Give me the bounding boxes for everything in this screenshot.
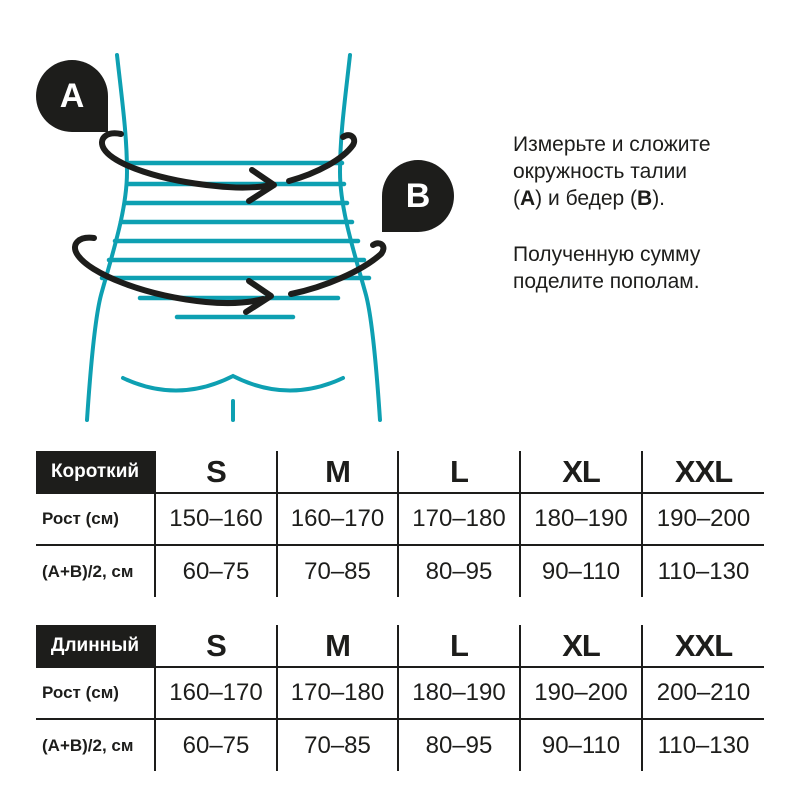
girth-range-cell: 70–85 — [277, 545, 398, 597]
row-label: (A+B)/2, см — [42, 735, 134, 755]
variant-badge-long: Длинный — [36, 625, 154, 666]
waist-marker-badge — [36, 60, 108, 132]
size-col-header: XL — [520, 625, 642, 667]
girth-range-cell: 90–110 — [520, 545, 642, 597]
waist-letter-ref: A — [520, 187, 536, 210]
hip-marker-label: B — [405, 176, 431, 215]
height-range-cell: 160–170 — [277, 493, 398, 545]
size-table-long — [36, 625, 764, 771]
size-col-header: M — [277, 625, 398, 667]
girth-range-cell: 110–130 — [642, 545, 764, 597]
table-row — [36, 719, 764, 771]
row-label: Рост (см) — [36, 493, 155, 545]
height-range-cell: 180–190 — [398, 667, 520, 719]
height-range-cell: 180–190 — [520, 493, 642, 545]
size-col-header: XL — [520, 451, 642, 493]
table-header-row — [36, 625, 764, 667]
girth-range-cell: 80–95 — [398, 545, 520, 597]
height-range-cell: 190–200 — [642, 493, 764, 545]
girth-range-cell: 70–85 — [277, 719, 398, 771]
size-col-header: M — [277, 451, 398, 493]
height-range-cell: 160–170 — [155, 667, 277, 719]
height-range-cell: 170–180 — [398, 493, 520, 545]
girth-range-cell: 90–110 — [520, 719, 642, 771]
row-label: (A+B)/2, см — [42, 561, 134, 581]
size-col-header: XXL — [642, 625, 764, 667]
hip-measure-arrow — [75, 238, 383, 312]
girth-range-cell: 80–95 — [398, 719, 520, 771]
girth-range-cell: 60–75 — [155, 545, 277, 597]
row-label: Рост (см) — [36, 667, 155, 719]
height-range-cell: 200–210 — [642, 667, 764, 719]
height-range-cell: 190–200 — [520, 667, 642, 719]
girth-range-cell: 60–75 — [155, 719, 277, 771]
table-row — [36, 667, 764, 719]
instruction-line: поделите пополам. — [513, 270, 700, 293]
instruction-line: Измерьте и сложите — [513, 133, 711, 156]
size-col-header: L — [398, 451, 520, 493]
torso-outline — [87, 55, 380, 420]
instruction-paragraph-2 — [513, 241, 773, 295]
waist-measure-arrow — [102, 133, 354, 201]
instruction-line: окружность талии — [513, 160, 688, 183]
height-range-cell: 170–180 — [277, 667, 398, 719]
size-col-header: S — [155, 625, 277, 667]
size-table-short — [36, 451, 764, 597]
instruction-line: Полученную сумму — [513, 243, 701, 266]
buttocks-line — [123, 376, 343, 420]
instruction-paragraph-1 — [513, 131, 773, 212]
table-header-row — [36, 451, 764, 493]
size-col-header: L — [398, 625, 520, 667]
table-row — [36, 545, 764, 597]
girth-range-cell: 110–130 — [642, 719, 764, 771]
table-row — [36, 493, 764, 545]
size-col-header: S — [155, 451, 277, 493]
size-col-header: XXL — [642, 451, 764, 493]
hip-letter-ref: B — [637, 187, 653, 210]
height-range-cell: 150–160 — [155, 493, 277, 545]
waist-marker-label: A — [59, 76, 85, 115]
hip-marker-badge — [382, 160, 454, 232]
measuring-instructions — [513, 131, 773, 295]
variant-badge-short: Короткий — [36, 451, 154, 492]
instruction-line: (A) и бедер (B). — [513, 187, 666, 210]
